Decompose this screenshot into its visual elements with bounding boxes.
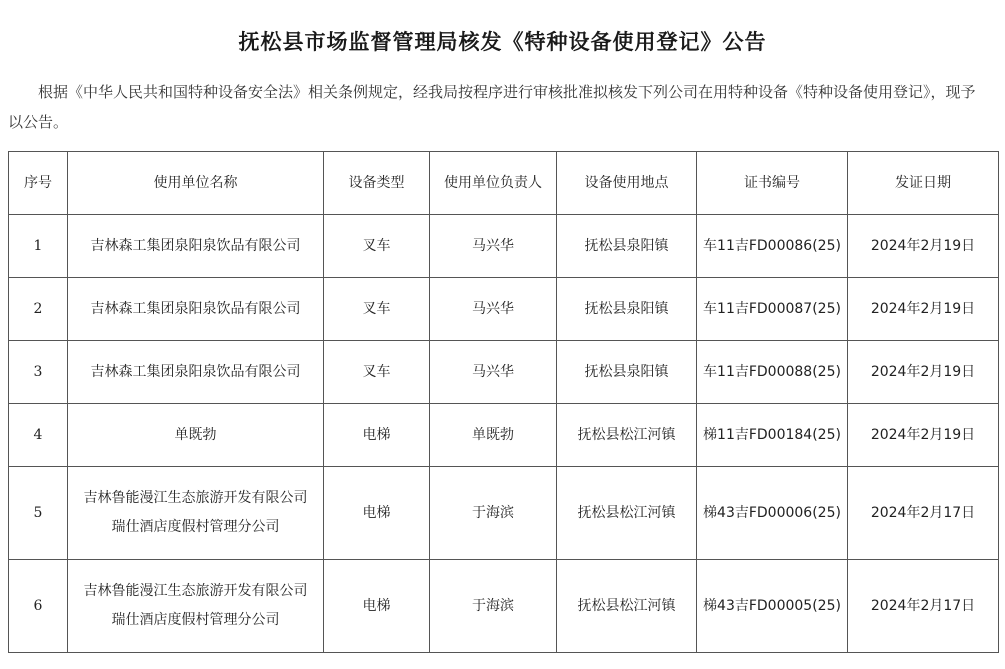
cell-unit-name [68, 404, 324, 467]
unit-name-line: 瑞仕酒店度假村管理分公司 [111, 612, 280, 628]
header-certificate-no: 证书编号 [697, 152, 848, 215]
cell-certificate-no: 梯43吉FD00006(25) [697, 467, 848, 560]
cell-location: 抚松县松江河镇 [557, 404, 697, 467]
unit-name-line: 单既勃 [174, 426, 217, 443]
unit-name-line: 吉林鲁能漫江生态旅游开发有限公司 [83, 583, 308, 599]
cell-equipment-type: 电梯 [324, 404, 430, 467]
unit-name-line: 吉林森工集团泉阳泉饮品有限公司 [90, 237, 301, 254]
unit-name-line: 瑞仕酒店度假村管理分公司 [111, 519, 280, 535]
unit-name-line: 吉林鲁能漫江生态旅游开发有限公司 [83, 490, 308, 506]
cell-location: 抚松县泉阳镇 [557, 215, 697, 278]
cell-seq: 2 [9, 278, 68, 341]
cell-equipment-type: 电梯 [324, 467, 430, 560]
cell-certificate-no: 梯11吉FD00184(25) [697, 404, 848, 467]
cell-certificate-no: 车11吉FD00086(25) [697, 215, 848, 278]
cell-issue-date: 2024年2月17日 [848, 560, 999, 653]
table-row [9, 560, 999, 653]
intro-paragraph: 根据《中华人民共和国特种设备安全法》相关条例规定，经我局按程序进行审核批准拟核发下列公司在用特种设备《特种设备使用登记》，现予以公告。 [8, 83, 976, 131]
header-equipment-type: 设备类型 [324, 152, 430, 215]
header-person-in-charge: 使用单位负责人 [430, 152, 557, 215]
cell-unit-name [68, 215, 324, 278]
cell-person-in-charge: 马兴华 [430, 278, 557, 341]
cell-certificate-no: 车11吉FD00088(25) [697, 341, 848, 404]
cell-equipment-type: 叉车 [324, 278, 430, 341]
cell-unit-name [68, 341, 324, 404]
cell-unit-name [68, 467, 324, 560]
cell-location: 抚松县泉阳镇 [557, 278, 697, 341]
cell-certificate-no: 梯43吉FD00005(25) [697, 560, 848, 653]
unit-name-line: 吉林森工集团泉阳泉饮品有限公司 [90, 300, 301, 317]
cell-location: 抚松县泉阳镇 [557, 341, 697, 404]
cell-person-in-charge: 于海滨 [430, 467, 557, 560]
table-row [9, 404, 999, 467]
cell-seq: 3 [9, 341, 68, 404]
cell-seq: 1 [9, 215, 68, 278]
cell-seq: 5 [9, 467, 68, 560]
cell-person-in-charge: 马兴华 [430, 215, 557, 278]
header-unit-name: 使用单位名称 [68, 152, 324, 215]
cell-seq: 4 [9, 404, 68, 467]
table-row [9, 467, 999, 560]
cell-equipment-type: 电梯 [324, 560, 430, 653]
table-row [9, 341, 999, 404]
header-location: 设备使用地点 [557, 152, 697, 215]
table-row [9, 215, 999, 278]
cell-location: 抚松县松江河镇 [557, 467, 697, 560]
cell-issue-date: 2024年2月19日 [848, 341, 999, 404]
unit-name-line: 吉林森工集团泉阳泉饮品有限公司 [90, 363, 301, 380]
cell-location: 抚松县松江河镇 [557, 560, 697, 653]
header-seq: 序号 [9, 152, 68, 215]
cell-issue-date: 2024年2月17日 [848, 467, 999, 560]
cell-seq: 6 [9, 560, 68, 653]
header-issue-date: 发证日期 [848, 152, 999, 215]
cell-person-in-charge: 单既勃 [430, 404, 557, 467]
table-row [9, 278, 999, 341]
registration-table [8, 151, 999, 653]
cell-issue-date: 2024年2月19日 [848, 404, 999, 467]
cell-person-in-charge: 于海滨 [430, 560, 557, 653]
page-title: 抚松县市场监督管理局核发《特种设备使用登记》公告 [238, 30, 767, 54]
cell-unit-name [68, 560, 324, 653]
cell-unit-name [68, 278, 324, 341]
cell-person-in-charge: 马兴华 [430, 341, 557, 404]
table-header-row [9, 152, 999, 215]
cell-equipment-type: 叉车 [324, 341, 430, 404]
cell-issue-date: 2024年2月19日 [848, 278, 999, 341]
cell-equipment-type: 叉车 [324, 215, 430, 278]
cell-certificate-no: 车11吉FD00087(25) [697, 278, 848, 341]
cell-issue-date: 2024年2月19日 [848, 215, 999, 278]
